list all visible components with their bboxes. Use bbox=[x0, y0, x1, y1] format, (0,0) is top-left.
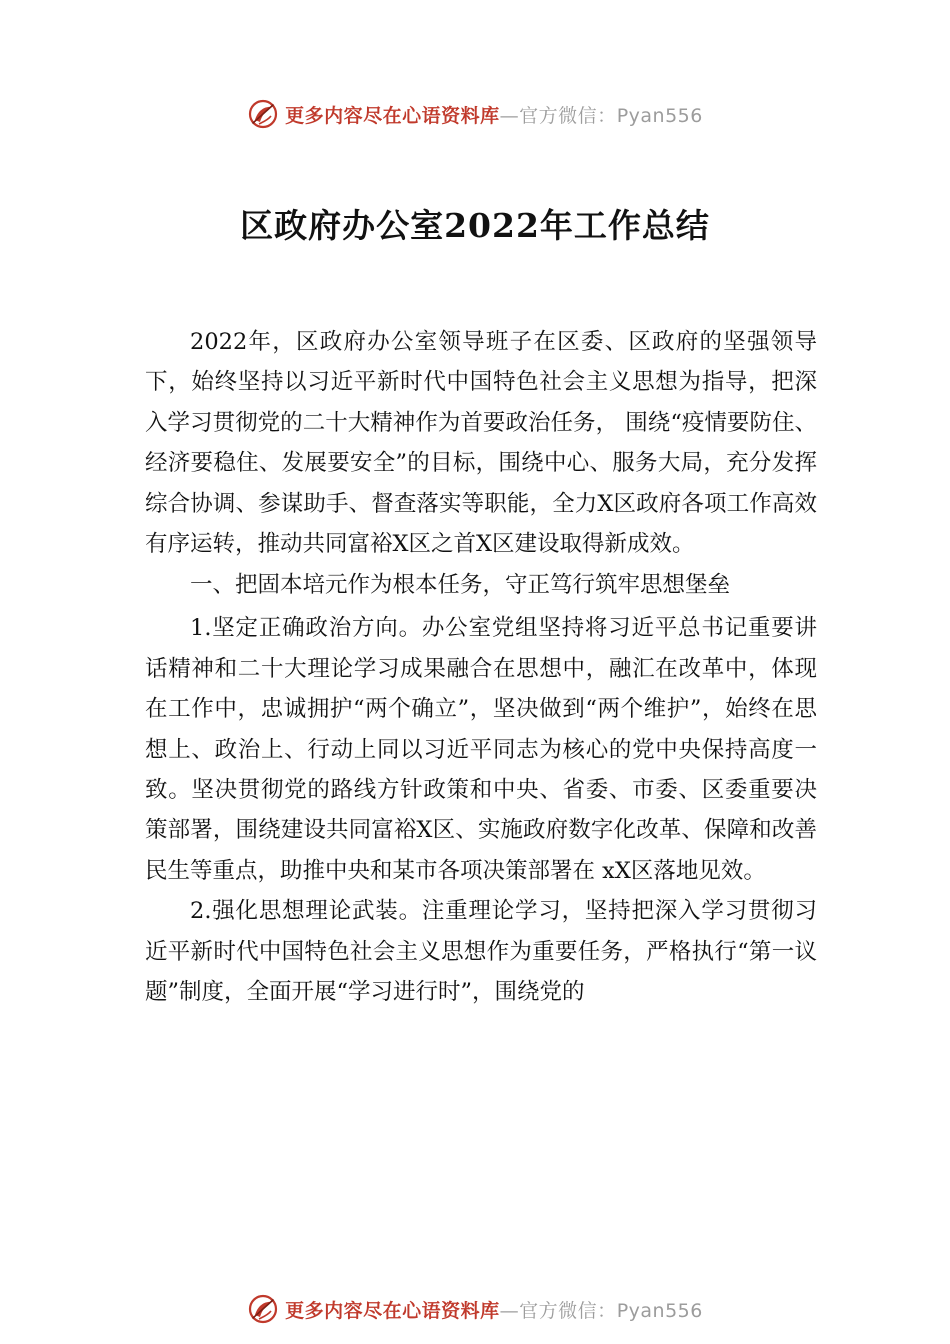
footer-wechat-label: 官方微信： bbox=[519, 1299, 617, 1322]
banner-slogan: 更多内容尽在心语资料库 bbox=[285, 104, 500, 127]
footer-wechat-id: Pyan556 bbox=[616, 1299, 703, 1322]
paragraph-item-1: 1.坚定正确政治方向。办公室党组坚持将习近平总书记重要讲话精神和二十大理论学习成果融合在思想中，融汇在改革中，体现在工作中，忠诚拥护“两个确立”，坚决做到“两个维护”，始终在思想上、政治上、行动上同以习近平同志为核心的党中央保持高度一致。坚决贯彻党的路线方针政策和中央、省委、市委、区委重要决策部署，围绕建设共同富裕X区、实施政府数字化改革、保障和改善民生等重点，助推中央和某市各项决策部署在 xX区落地见效。 bbox=[145, 615, 817, 884]
header-banner bbox=[0, 94, 950, 134]
swirl-logo-icon bbox=[247, 1293, 279, 1325]
intro-paragraph: 2022年，区政府办公室领导班子在区委、区政府的坚强领导下，始终坚持以习近平新时代中国特色社会主义思想为指导，把深入学习贯彻党的二十大精神作为首要政治任务， 围绕“疫情要防住、经济要稳住、发展要安全”的目标，围绕中心、服务大局，充分发挥综合协调、参谋助手、督查落实等职能，全力X区政府各项工作高效有序运转，推动共同富裕X区之首X区建设取得新成效。 bbox=[145, 329, 817, 558]
swirl-logo-icon bbox=[247, 98, 279, 130]
section-heading-1: 一、把固本培元作为根本任务，守正笃行筑牢思想堡垒 bbox=[190, 572, 731, 599]
banner-separator: — bbox=[499, 104, 520, 127]
banner-wechat-id: Pyan556 bbox=[616, 104, 703, 127]
banner-wechat-label: 官方微信： bbox=[519, 104, 617, 127]
document-body bbox=[145, 322, 817, 1013]
document-title: 区政府办公室2022年工作总结 bbox=[240, 206, 710, 245]
paragraph-item-2: 2.强化思想理论武装。注重理论学习，坚持把深入学习贯彻习近平新时代中国特色社会主义思想作为重要任务，严格执行“第一议题”制度，全面开展“学习进行时”，围绕党的 bbox=[145, 898, 817, 1006]
footer-slogan: 更多内容尽在心语资料库 bbox=[285, 1299, 500, 1322]
footer-banner bbox=[0, 1289, 950, 1329]
footer-separator: — bbox=[499, 1299, 520, 1322]
